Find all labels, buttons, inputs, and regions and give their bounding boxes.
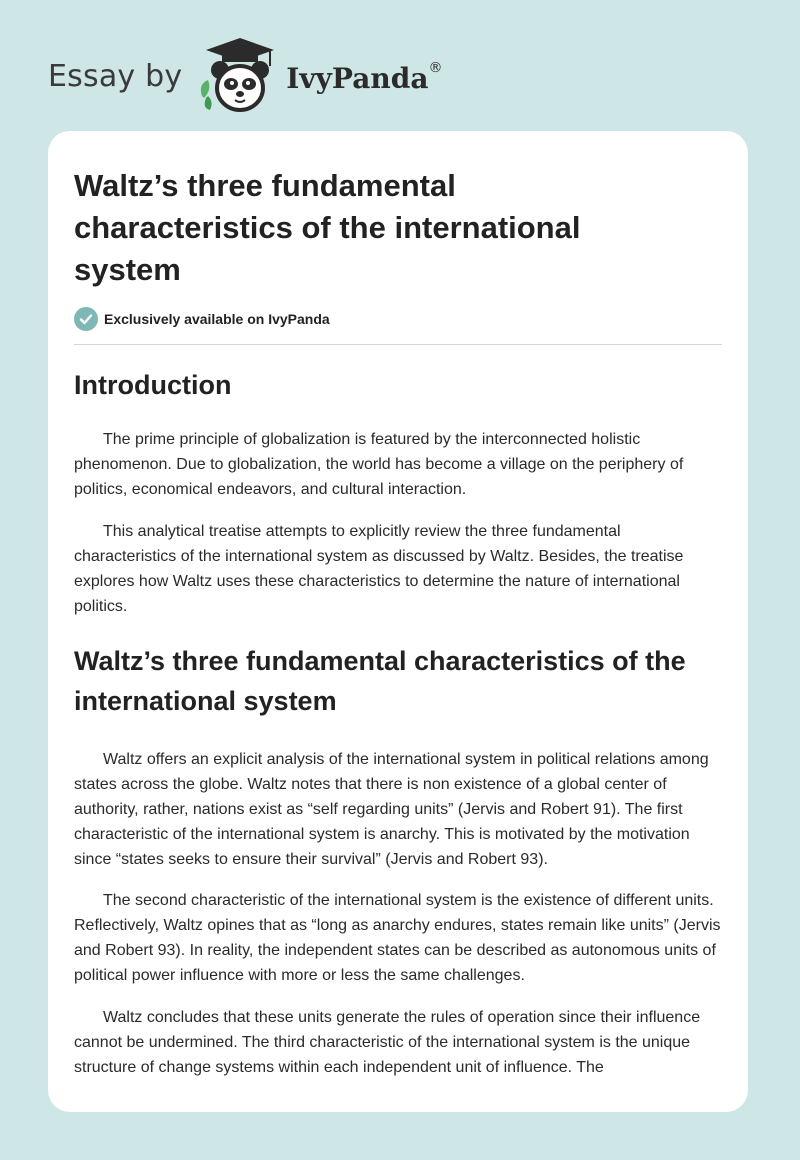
section-heading-introduction: Introduction bbox=[74, 370, 232, 400]
paragraph: This analytical treatise attempts to explicitly review the three fundamental characteristics of the international system as discussed by Waltz. Besides, the treatise explores how Waltz uses these characteristics to determine the nature of international politics. bbox=[74, 523, 684, 615]
paragraph: The second characteristic of the international system is the existence of different units. Reflectively, Waltz opines that as “long as anarchy endures, states remain like units” (Jervis and Robert 93). In reality, the independent states can be described as autonomous units of political power influence with more or less the same challenges. bbox=[74, 892, 721, 984]
divider bbox=[74, 344, 722, 345]
section-heading-characteristics: Waltz’s three fundamental characteristics of the international system bbox=[74, 646, 686, 716]
paragraph: Waltz offers an explicit analysis of the international system in political relations among states across the globe. Waltz notes that there is non existence of a global center of authority, rather, nations exist as “self regarding units” (Jervis and Robert 91). The first characteristic of the international system is anarchy. This is motivated by the motivation since “states seeks to ensure their survival” (Jervis and Robert 93). bbox=[74, 751, 709, 868]
exclusive-badge-label: Exclusively available on IvyPanda bbox=[104, 311, 330, 327]
paragraph: Waltz concludes that these units generate the rules of operation since their influence cannot be undermined. The third characteristic of the international system is the unique structure of change systems within each independent unit of influence. The bbox=[74, 1009, 701, 1076]
essay-by-label: Essay by bbox=[48, 58, 183, 94]
check-circle-icon bbox=[74, 307, 98, 331]
paragraph: The prime principle of globalization is featured by the interconnected holistic phenomenon. Due to globalization, the world has become a village on the periphery of politics, economical endeavors, and cultural interaction. bbox=[74, 431, 684, 498]
site-header bbox=[48, 36, 442, 116]
article-title: Waltz’s three fundamental characteristics of the international system bbox=[74, 168, 581, 287]
article-card bbox=[48, 131, 748, 1112]
exclusive-badge bbox=[74, 307, 722, 331]
panda-logo-icon[interactable] bbox=[196, 36, 280, 116]
brand-name: IvyPanda® bbox=[286, 59, 443, 95]
